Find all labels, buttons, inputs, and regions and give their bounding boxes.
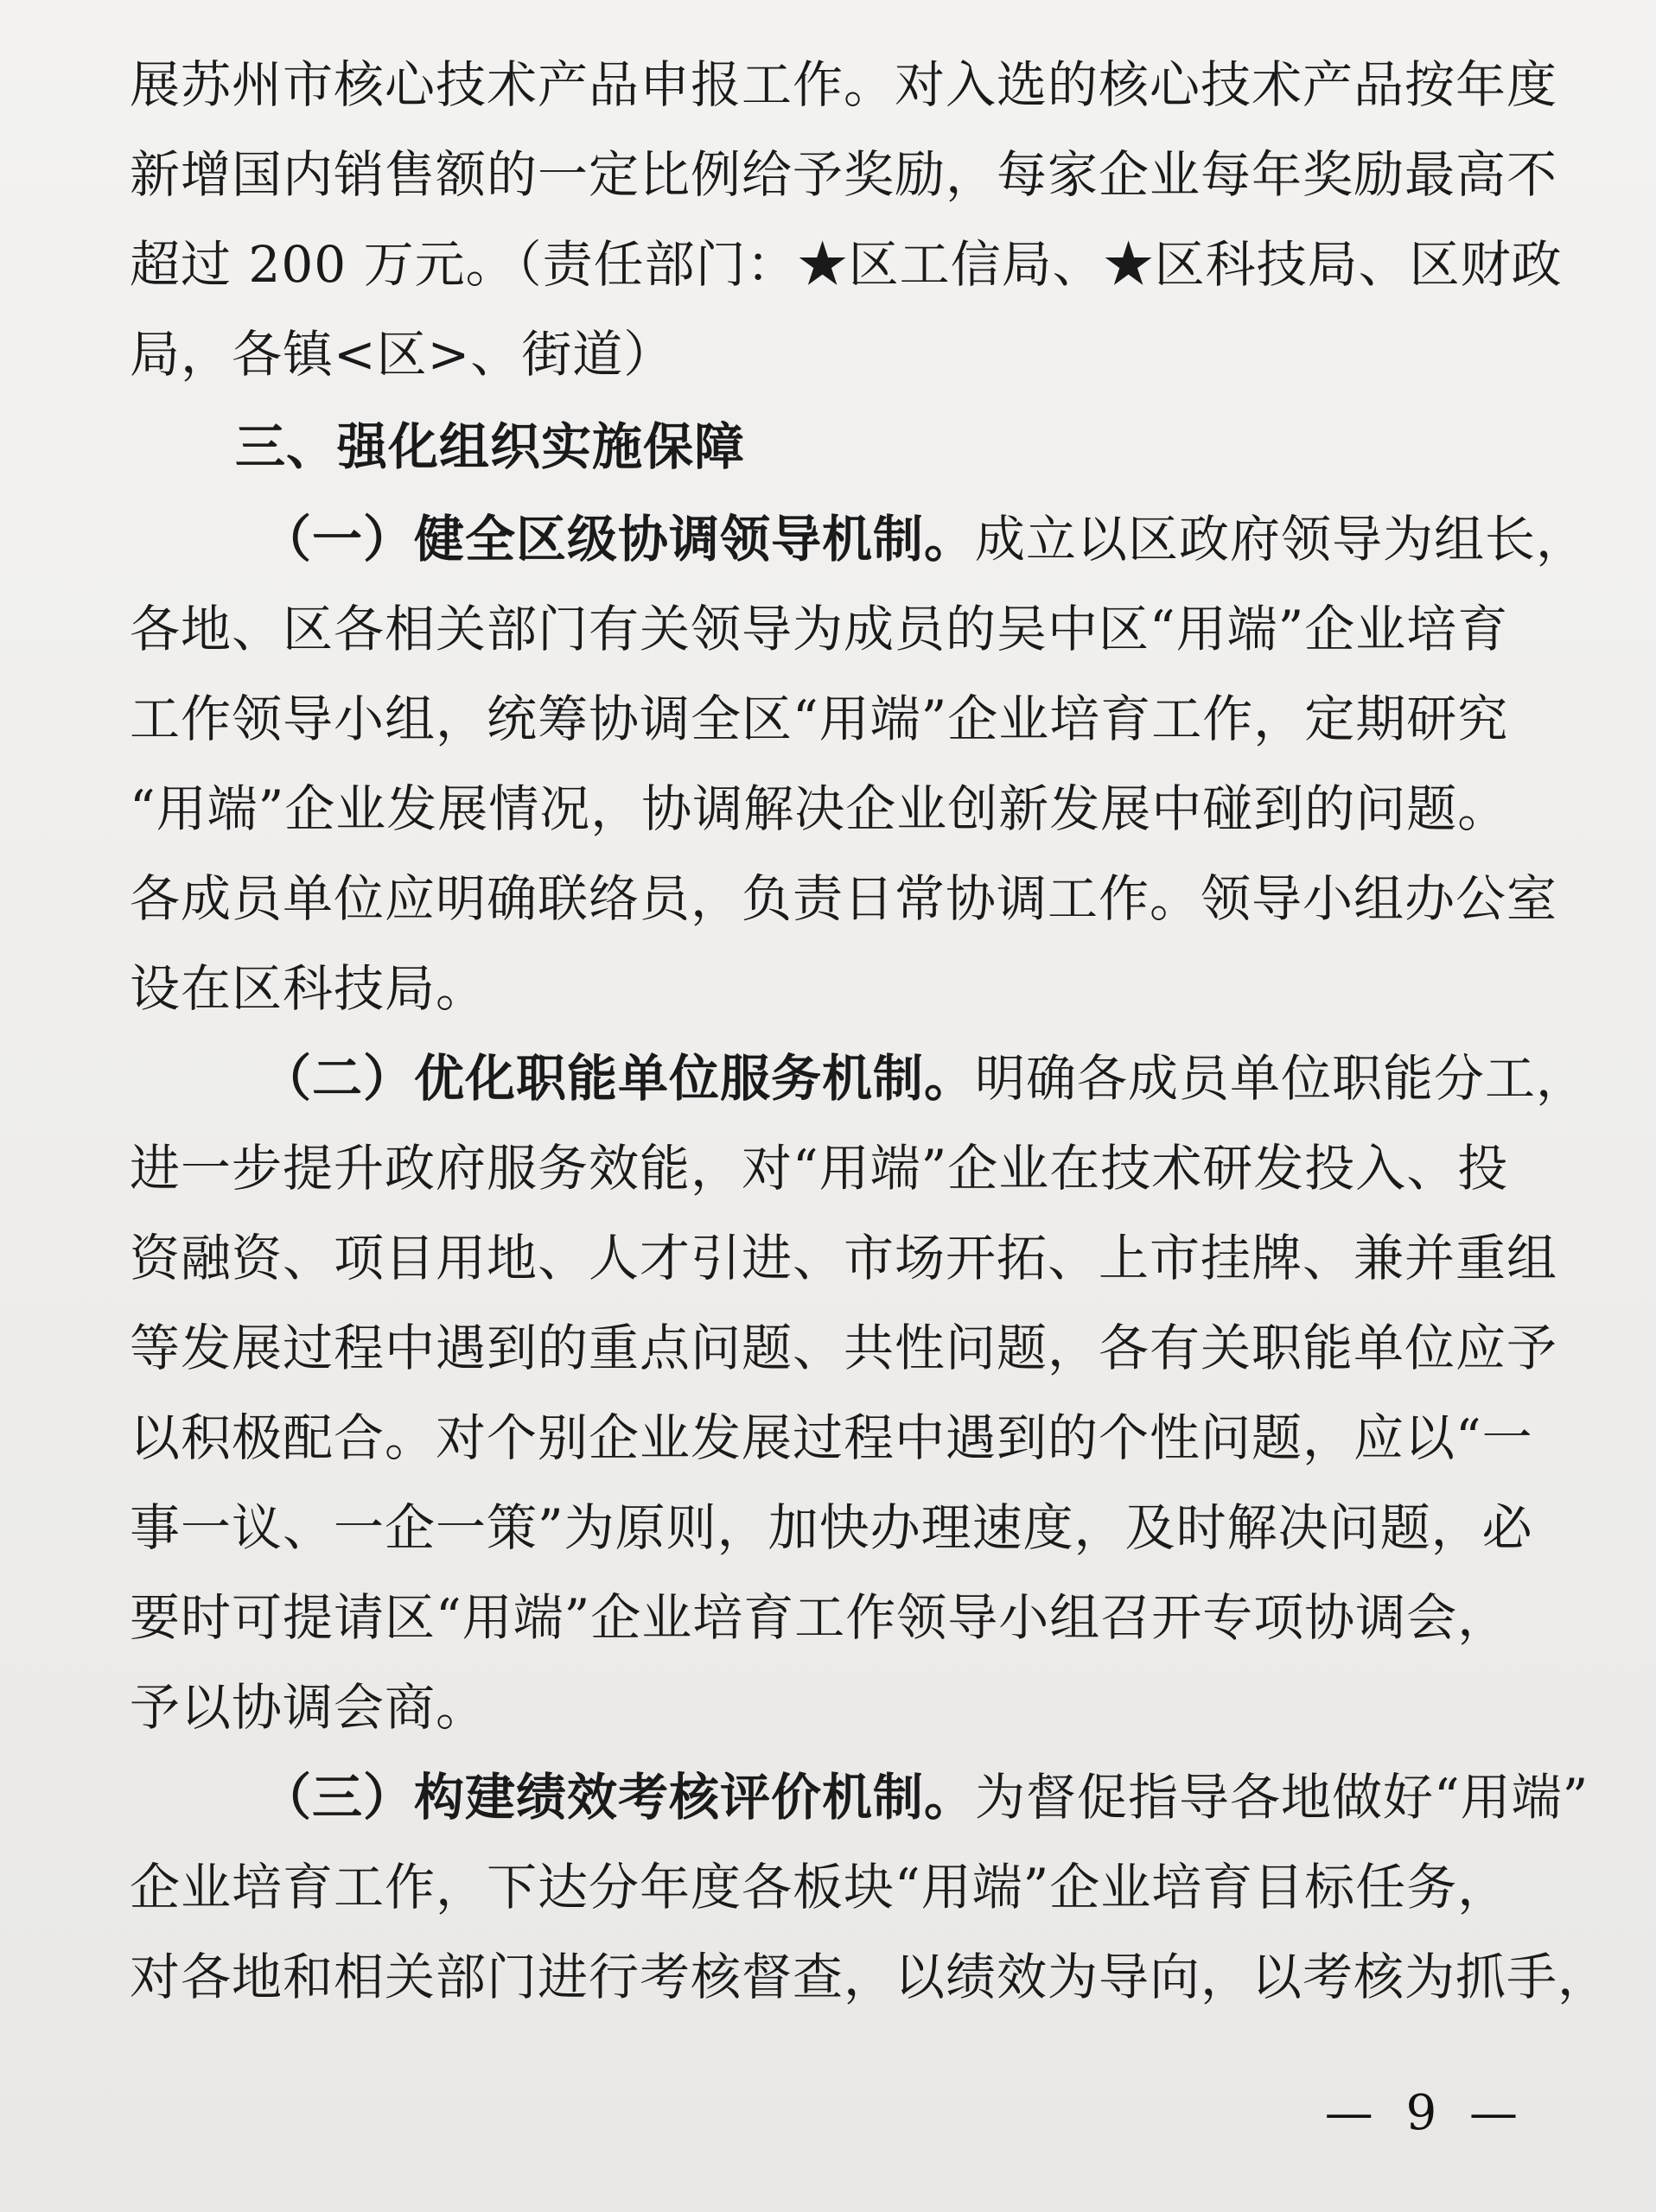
paragraph-line: 工作领导小组，统筹协调全区“用端”企业培育工作，定期研究 — [130, 690, 1509, 748]
paragraph-line: 以积极配合。对个别企业发展过程中遇到的个性问题，应以“一 — [130, 1408, 1533, 1467]
paragraph-line: 企业培育工作，下达分年度各板块“用端”企业培育目标任务， — [130, 1858, 1509, 1916]
paragraph-line: 新增国内销售额的一定比例给予奖励，每家企业每年奖励最高不 — [130, 145, 1558, 204]
paragraph-line: 各地、区各相关部门有关领导为成员的吴中区“用端”企业培育 — [130, 600, 1509, 658]
page-number: — 9 — — [1324, 2085, 1526, 2141]
paragraph-line: 超过 200 万元。（责任部门：★区工信局、★区科技局、区财政 — [130, 235, 1563, 294]
paragraph-line: 进一步提升政府服务效能，对“用端”企业在技术研发投入、投 — [130, 1139, 1509, 1198]
subsection-title: （三）构建绩效考核评价机制。 — [261, 1768, 976, 1827]
paragraph-line: 对各地和相关部门进行考核督查，以绩效为导向，以考核为抓手， — [130, 1948, 1609, 2006]
subsection-lead-line — [130, 1033, 1588, 1123]
subsection-lead-line — [130, 494, 1588, 584]
paragraph-line: 设在区科技局。 — [130, 959, 487, 1018]
document-content — [130, 40, 1609, 2022]
subsection-lead-line — [130, 1752, 1589, 1842]
subsection-title: （二）优化职能单位服务机制。 — [261, 1049, 976, 1108]
subsection-text: 明确各成员单位职能分工， — [975, 1049, 1588, 1108]
paragraph-line: “用端”企业发展情况，协调解决企业创新发展中碰到的问题。 — [130, 779, 1509, 838]
paragraph-line: 要时可提请区“用端”企业培育工作领导小组召开专项协调会， — [130, 1588, 1509, 1647]
paragraph-line: 各成员单位应明确联络员，负责日常协调工作。领导小组办公室 — [130, 869, 1558, 928]
paragraph-line: 展苏州市核心技术产品申报工作。对入选的核心技术产品按年度 — [130, 55, 1558, 114]
subsection-text: 成立以区政府领导为组长， — [975, 510, 1588, 569]
paragraph-line: 等发展过程中遇到的重点问题、共性问题，各有关职能单位应予 — [130, 1319, 1558, 1377]
paragraph-line: 局，各镇<区>、街道） — [130, 325, 675, 384]
paragraph-line: 资融资、项目用地、人才引进、市场开拓、上市挂牌、兼并重组 — [130, 1229, 1558, 1287]
paragraph-line: 事一议、一企一策”为原则，加快办理速度，及时解决问题，必 — [130, 1498, 1533, 1557]
paragraph-line: 予以协调会商。 — [130, 1678, 487, 1737]
subsection-text: 为督促指导各地做好“用端” — [975, 1768, 1589, 1827]
section-heading: 三、强化组织实施保障 — [235, 417, 746, 476]
subsection-title: （一）健全区级协调领导机制。 — [261, 510, 976, 569]
